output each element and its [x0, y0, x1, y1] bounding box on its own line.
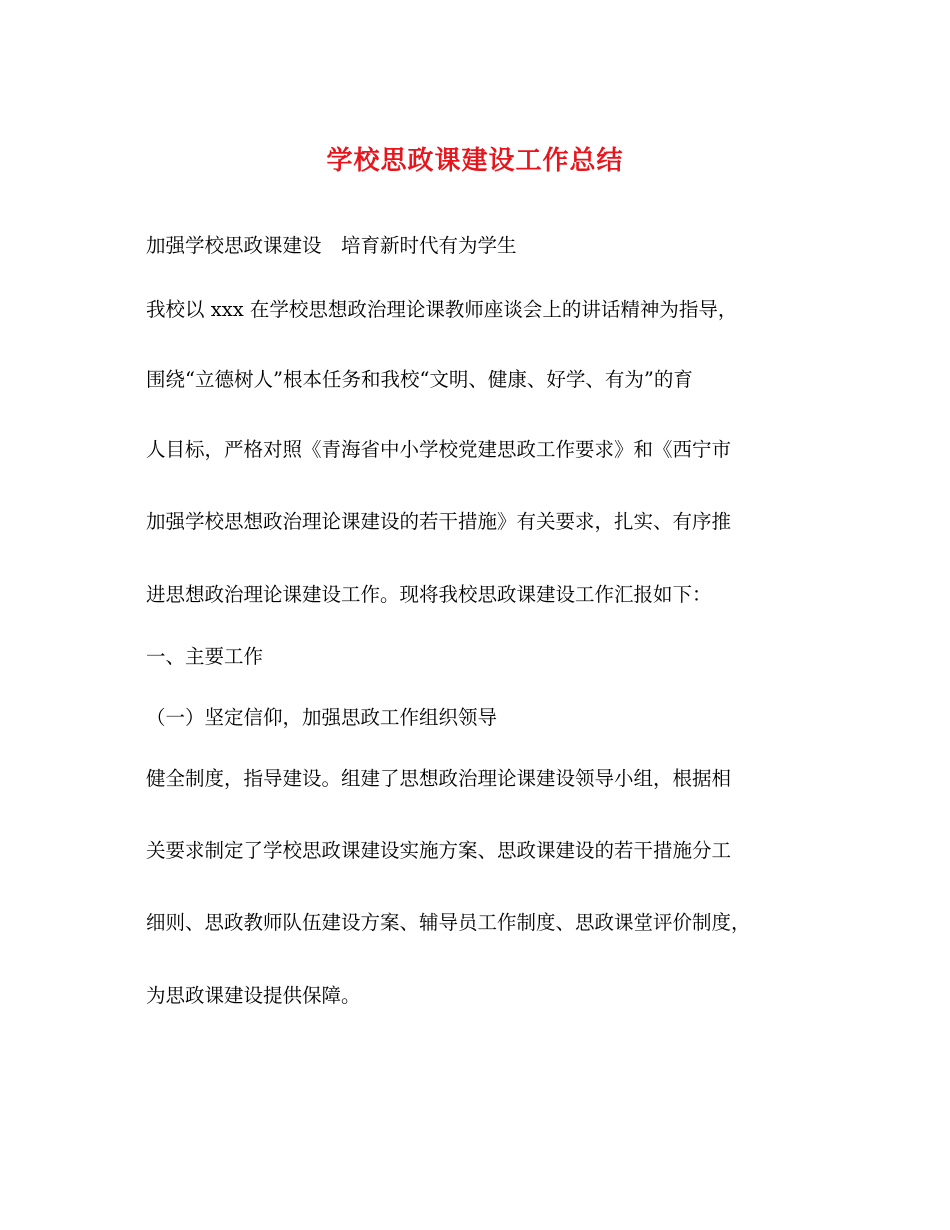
paragraph-line: 关要求制定了学校思政课建设实施方案、思政课建设的若干措施分工: [146, 839, 732, 862]
paragraph-line: 为思政课建设提供保障。: [146, 984, 361, 1007]
paragraph-line: 人目标，严格对照《青海省中小学校党建思政工作要求》和《西宁市: [146, 438, 732, 461]
paragraph-line: 我校以 xxx 在学校思想政治理论课教师座谈会上的讲话精神为指导，: [146, 298, 738, 321]
paragraph-line: 进思想政治理论课建设工作。现将我校思政课建设工作汇报如下：: [146, 583, 712, 606]
paragraph-line: 健全制度，指导建设。组建了思想政治理论课建设领导小组，根据相: [146, 767, 732, 790]
paragraph-line: 细则、思政教师队伍建设方案、辅导员工作制度、思政课堂评价制度，: [146, 911, 751, 934]
document-subtitle: 加强学校思政课建设 培育新时代有为学生: [146, 234, 517, 257]
paragraph-line: 加强学校思想政治理论课建设的若干措施》有关要求，扎实、有序推: [146, 510, 732, 533]
paragraph-line: 围绕“立德树人”根本任务和我校“文明、健康、好学、有为”的育: [146, 368, 693, 391]
document-title: 学校思政课建设工作总结: [326, 146, 624, 176]
section-heading: 一、主要工作: [146, 645, 264, 668]
subsection-heading: （一）坚定信仰，加强思政工作组织领导: [146, 706, 498, 729]
